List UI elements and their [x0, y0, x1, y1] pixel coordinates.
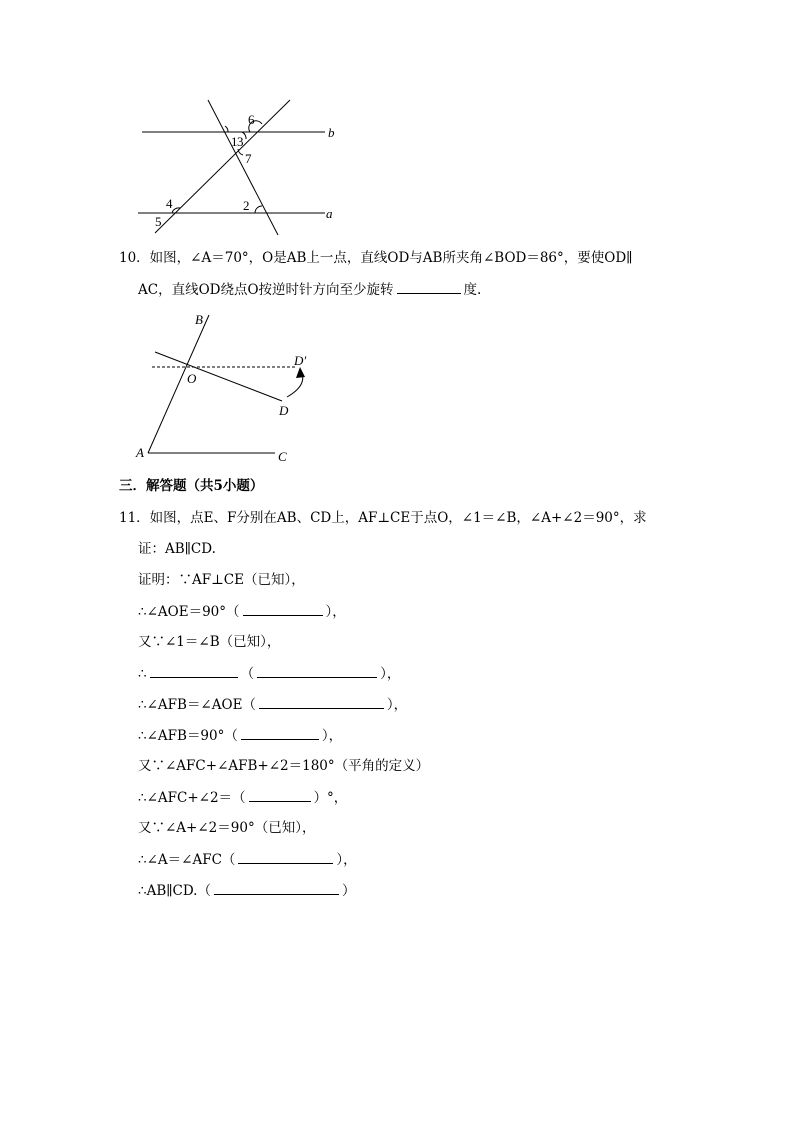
label-7: 7: [245, 151, 252, 166]
proof-line-2: [138, 602, 346, 621]
q10-line-1: 10．如图，∠A＝70°，O是AB上一点，直线OD与AB所夹角∠BOD＝86°，要使OD∥: [119, 250, 633, 266]
section-3-title: 三．解答题（共5小题）: [119, 478, 264, 494]
proof-line-10: [138, 850, 357, 869]
angle-arc-1: [225, 126, 228, 132]
q10-answer-blank[interactable]: [397, 280, 461, 294]
proof-blank-4a[interactable]: [150, 664, 238, 678]
proof-line-7-text: 又∵∠AFC+∠AFB+∠2＝180°（平角的定义）: [138, 758, 430, 774]
proof-line-10-end: ），: [336, 852, 357, 868]
proof-line-4-end: ），: [380, 666, 401, 682]
label-6: 6: [248, 112, 255, 127]
proof-blank-5[interactable]: [259, 695, 384, 709]
ray-AB: [148, 315, 209, 453]
proof-line-9: [138, 819, 315, 837]
label-5: 5: [155, 214, 162, 229]
proof-blank-2[interactable]: [243, 602, 323, 616]
proof-blank-8[interactable]: [249, 788, 311, 802]
proof-blank-4b[interactable]: [257, 664, 377, 678]
figure-parallel-lines: [130, 95, 350, 240]
label-B: B: [195, 312, 203, 327]
label-1: 1: [231, 134, 238, 149]
proof-line-4: [138, 664, 400, 683]
label-D: D: [279, 403, 289, 418]
angle-arc-2: [255, 206, 262, 213]
rotation-arrow-head: [296, 367, 305, 378]
proof-line-2-text: ∴∠AOE＝90°（: [138, 604, 240, 620]
proof-line-4-text: ∴: [138, 666, 147, 682]
proof-line-5-text: ∴∠AFB＝∠AOE（: [138, 697, 256, 713]
label-3: 3: [237, 134, 244, 149]
proof-line-3: [138, 633, 280, 651]
proof-blank-11[interactable]: [214, 881, 339, 895]
proof-line-4-mid: （: [240, 666, 255, 682]
proof-line-8: [138, 788, 347, 807]
proof-line-2-end: ），: [325, 604, 346, 620]
proof-blank-6[interactable]: [241, 726, 319, 740]
label-A: A: [136, 445, 144, 460]
proof-line-6-text: ∴∠AFB＝90°（: [138, 728, 238, 744]
proof-line-8-end: ）°，: [313, 790, 348, 806]
label-O: O: [187, 371, 197, 386]
proof-blank-10[interactable]: [238, 850, 333, 864]
figure-rotation: [130, 305, 310, 465]
q10-line-2-text: AC，直线OD绕点O按逆时针方向至少旋转: [138, 282, 394, 298]
transversal-1: [208, 100, 278, 235]
proof-line-5: [138, 695, 407, 714]
q11-line-1: 11．如图，点E、F分别在AB、CD上，AF⊥CE于点O，∠1＝∠B，∠A+∠2＝90°，求: [119, 510, 647, 526]
q10-line-2: [138, 280, 481, 299]
q11-line-2: 证：AB∥CD.: [138, 541, 216, 557]
proof-line-7: [138, 757, 429, 775]
proof-line-10-text: ∴∠A＝∠AFC（: [138, 852, 236, 868]
proof-line-3-text: 又∵∠1＝∠B（已知），: [138, 634, 281, 650]
proof-line-11-end: ）: [341, 883, 356, 899]
label-D-prime: D′: [294, 353, 307, 368]
proof-line-5-end: ），: [386, 697, 408, 713]
label-C: C: [278, 449, 287, 464]
proof-line-1-text: 证明：∵AF⊥CE（已知），: [138, 572, 305, 588]
proof-line-8-text: ∴∠AFC+∠2＝（: [138, 790, 246, 806]
label-2: 2: [243, 198, 250, 213]
proof-line-6-end: ），: [321, 728, 343, 744]
proof-line-6: [138, 726, 342, 745]
label-4: 4: [166, 196, 173, 211]
q10-line-2-end: 度.: [463, 282, 482, 298]
proof-line-9-text: 又∵∠A+∠2＝90°（已知），: [138, 820, 316, 836]
label-line-b: b: [328, 125, 335, 140]
proof-line-11: [138, 881, 355, 900]
label-line-a: a: [326, 206, 333, 221]
proof-line-11-text: ∴AB∥CD.（: [138, 883, 211, 899]
proof-line-1: [138, 571, 305, 589]
